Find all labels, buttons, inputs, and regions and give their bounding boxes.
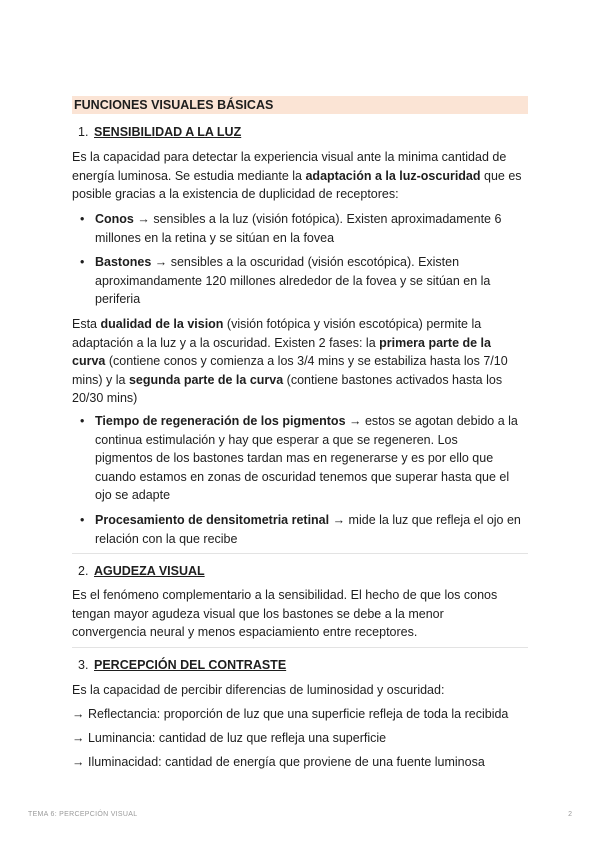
page-number: 2 [568, 811, 572, 818]
list-item: Tiempo de regeneración de los pigmentos → estos se agotan debido a la continua estimulación y hay que esperar a que se regeneren. Los pigmentos de los bastones tardan mas en regenerarse y es por ello que cuando estamos en zonas de oscuridad tenemos que superar hasta que el ojo se adapte [95, 414, 518, 502]
arrow-item: → Iluminacidad: cantidad de energía que proviene de una fuente luminosa [72, 755, 485, 769]
bullet-icon: • [80, 255, 85, 269]
bullet-icon: • [80, 212, 85, 226]
divider [72, 553, 528, 554]
section-3-heading: 3. PERCEPCIÓN DEL CONTRASTE [78, 658, 287, 672]
section-2-heading: 2. AGUDEZA VISUAL [78, 564, 205, 578]
arrow-item: → Luminancia: cantidad de luz que refleja una superficie [72, 731, 387, 745]
footer-title: TEMA 6: PERCEPCIÓN VISUAL [28, 811, 138, 818]
divider [72, 647, 528, 648]
paragraph: Es la capacidad de percibir diferencias de luminosidad y oscuridad: [72, 683, 445, 697]
bullet-icon: • [80, 414, 85, 428]
section-header: FUNCIONES VISUALES BÁSICAS [72, 96, 528, 114]
paragraph: Es el fenómeno complementario a la sensibilidad. El hecho de que los conos tengan mayor agudeza visual que los bastones se debe a la menor convergencia neural y menos espaciamiento entre receptores. [72, 588, 498, 639]
section-1-heading: 1. SENSIBILIDAD A LA LUZ [78, 125, 242, 139]
paragraph: Es la capacidad para detectar la experiencia visual ante la minima cantidad de energía luminosa. Se estudia mediante la adaptación a la luz-oscuridad que es posible gracias a la existencia de duplicidad de receptores: [72, 150, 522, 201]
list-item: Conos → sensibles a la luz (visión fotópica). Existen aproximadamente 6 millones en la retina y se sitúan en la fovea [95, 212, 502, 245]
list-item: Procesamiento de densitometria retinal → mide la luz que refleja el ojo en relación con la que recibe [95, 513, 521, 546]
arrow-item: → Reflectancia: proporción de luz que una superficie refleja de toda la recibida [72, 707, 509, 721]
paragraph: Esta dualidad de la vision (visión fotópica y visión escotópica) permite la adaptación a la luz y a la oscuridad. Existen 2 fases: la primera parte de la curva (contiene conos y comienza a los 3/4 mins y se estabiliza hasta los 7/10 mins) y la segunda parte de la curva (contiene bastones activados hasta los 20/30 mins) [72, 317, 508, 405]
list-item: Bastones → sensibles a la oscuridad (visión escotópica). Existen aproximandamente 120 millones alrededor de la fovea y se sitúan en la periferia [95, 255, 491, 306]
bullet-icon: • [80, 513, 85, 527]
